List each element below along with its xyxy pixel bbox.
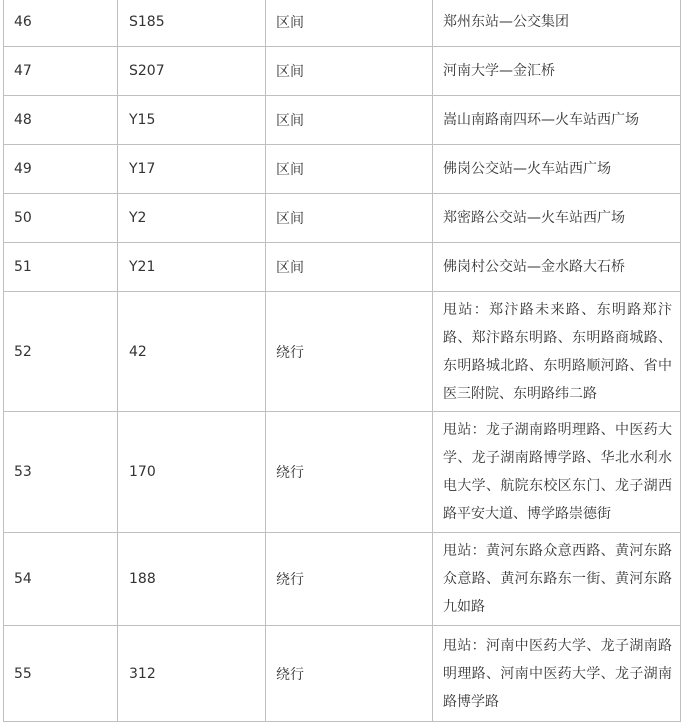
table-row xyxy=(4,96,681,145)
adjustment-type: 区间 xyxy=(266,96,433,145)
line-name: 312 xyxy=(118,626,266,722)
line-name: Y15 xyxy=(118,96,266,145)
line-name: 42 xyxy=(118,292,266,412)
row-number: 46 xyxy=(4,0,118,47)
row-number: 51 xyxy=(4,243,118,292)
route-description: 郑州东站—公交集团 xyxy=(433,0,681,47)
table-row xyxy=(4,0,681,47)
row-number: 52 xyxy=(4,292,118,412)
adjustment-type: 绕行 xyxy=(266,533,433,626)
adjustment-type: 区间 xyxy=(266,0,433,47)
table-row xyxy=(4,626,681,722)
route-description: 嵩山南路南四环—火车站西广场 xyxy=(433,96,681,145)
route-description: 佛岗公交站—火车站西广场 xyxy=(433,145,681,194)
route-description: 甩站：龙子湖南路明理路、中医药大学、龙子湖南路博学路、华北水利水电大学、航院东校区东门、龙子湖西路平安大道、博学路崇德街 xyxy=(433,412,681,533)
line-name: Y21 xyxy=(118,243,266,292)
adjustment-type: 区间 xyxy=(266,47,433,96)
route-description: 佛岗村公交站—金水路大石桥 xyxy=(433,243,681,292)
route-description: 甩站：郑汴路未来路、东明路郑汴路、郑汴路东明路、东明路商城路、东明路城北路、东明路顺河路、省中医三附院、东明路纬二路 xyxy=(433,292,681,412)
row-number: 54 xyxy=(4,533,118,626)
row-number: 55 xyxy=(4,626,118,722)
table-row xyxy=(4,145,681,194)
line-name: S185 xyxy=(118,0,266,47)
row-number: 49 xyxy=(4,145,118,194)
row-number: 48 xyxy=(4,96,118,145)
table-row xyxy=(4,533,681,626)
line-name: S207 xyxy=(118,47,266,96)
adjustment-type: 绕行 xyxy=(266,292,433,412)
adjustment-type: 绕行 xyxy=(266,412,433,533)
bus-route-table xyxy=(3,0,681,722)
table-row xyxy=(4,292,681,412)
line-name: Y2 xyxy=(118,194,266,243)
row-number: 47 xyxy=(4,47,118,96)
adjustment-type: 区间 xyxy=(266,194,433,243)
row-number: 50 xyxy=(4,194,118,243)
table-row xyxy=(4,194,681,243)
line-name: Y17 xyxy=(118,145,266,194)
route-description: 河南大学—金汇桥 xyxy=(433,47,681,96)
route-description: 郑密路公交站—火车站西广场 xyxy=(433,194,681,243)
route-description: 甩站：黄河东路众意西路、黄河东路众意路、黄河东路东一街、黄河东路九如路 xyxy=(433,533,681,626)
table-row xyxy=(4,47,681,96)
table-row xyxy=(4,243,681,292)
line-name: 188 xyxy=(118,533,266,626)
table-row xyxy=(4,412,681,533)
route-description: 甩站：河南中医药大学、龙子湖南路明理路、河南中医药大学、龙子湖南路博学路 xyxy=(433,626,681,722)
line-name: 170 xyxy=(118,412,266,533)
adjustment-type: 区间 xyxy=(266,243,433,292)
row-number: 53 xyxy=(4,412,118,533)
adjustment-type: 区间 xyxy=(266,145,433,194)
adjustment-type: 绕行 xyxy=(266,626,433,722)
